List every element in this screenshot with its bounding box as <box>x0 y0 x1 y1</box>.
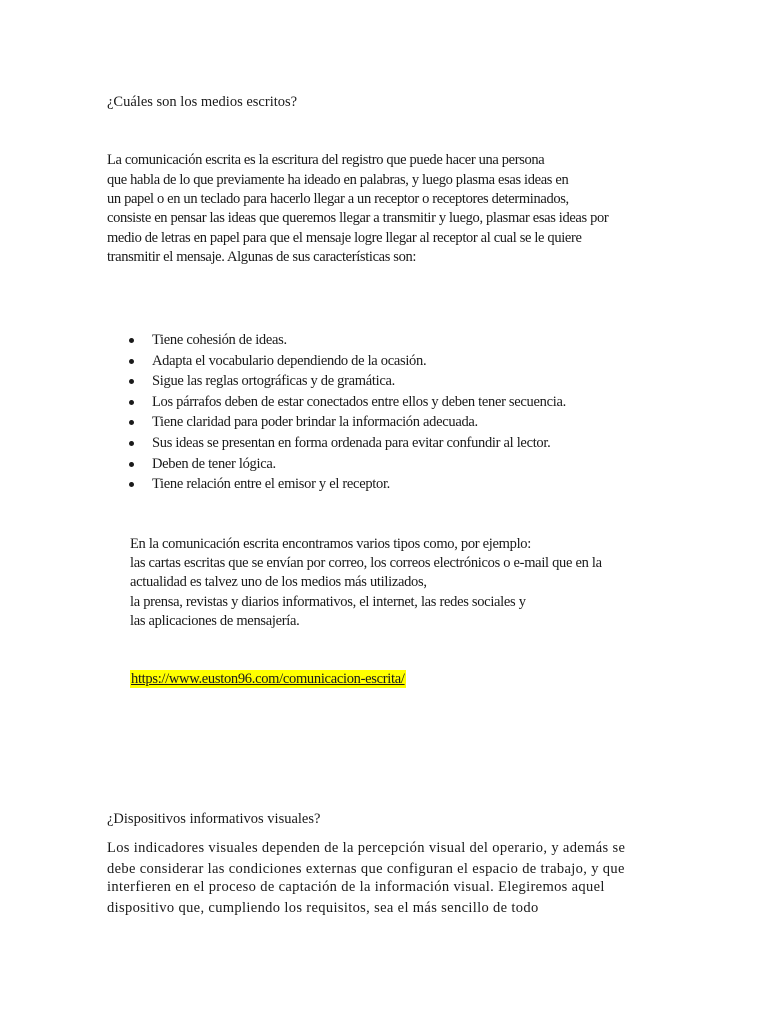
bullet-icon <box>129 441 134 446</box>
bullet-icon <box>129 379 134 384</box>
bullet-icon <box>129 462 134 467</box>
list-item-text: Los párrafos deben de estar conectados entre ellos y deben tener secuencia. <box>152 393 566 410</box>
list-item-text: Tiene relación entre el emisor y el receptor. <box>152 476 391 493</box>
paragraph-line: que habla de lo que previamente ha ideado en palabras, y luego plasma esas ideas en <box>107 172 569 188</box>
paragraph-line: las cartas escritas que se envían por correo, los correos electrónicos o e-mail que en la <box>130 555 602 571</box>
paragraph-line: medio de letras en papel para que el mensaje logre llegar al receptor al cual se le quiere <box>107 230 582 246</box>
paragraph-line: dispositivo que, cumpliendo los requisitos, sea el más sencillo de todo <box>107 900 539 916</box>
paragraph-line: la prensa, revistas y diarios informativos, el internet, las redes sociales y <box>130 594 526 610</box>
paragraph-line: un papel o en un teclado para hacerlo llegar a un receptor o receptores determinados, <box>107 191 569 207</box>
paragraph-line: las aplicaciones de mensajería. <box>130 613 300 629</box>
bullet-icon <box>129 400 134 405</box>
paragraph-line: transmitir el mensaje. Algunas de sus características son: <box>107 249 417 265</box>
list-item-text: Sigue las reglas ortográficas y de gramática. <box>152 373 395 390</box>
paragraph-line: actualidad es talvez uno de los medios más utilizados, <box>130 574 427 590</box>
bullet-icon <box>129 338 134 343</box>
list-item-text: Adapta el vocabulario dependiendo de la ocasión. <box>152 352 427 369</box>
bullet-icon <box>129 420 134 425</box>
list-item-text: Tiene claridad para poder brindar la información adecuada. <box>152 414 478 431</box>
list-item-text: Tiene cohesión de ideas. <box>152 332 287 348</box>
section-heading-visual-devices: ¿Dispositivos informativos visuales? <box>107 811 321 827</box>
bullet-icon <box>129 482 134 487</box>
paragraph-line: interfieren en el proceso de captación de la información visual. Elegiremos aquel <box>107 879 605 895</box>
paragraph-line: debe considerar las condiciones externas que configuran el espacio de trabajo, y que <box>107 861 625 877</box>
list-item-text: Sus ideas se presentan en forma ordenada para evitar confundir al lector. <box>152 434 551 451</box>
paragraph-line: Los indicadores visuales dependen de la percepción visual del operario, y además se <box>107 840 626 856</box>
source-link[interactable]: https://www.euston96.com/comunicacion-escrita/ <box>131 671 405 687</box>
paragraph-line: consiste en pensar las ideas que queremos llegar a transmitir y luego, plasmar esas ideas por <box>107 210 609 226</box>
list-item-text: Deben de tener lógica. <box>152 455 276 472</box>
section-heading-written-media: ¿Cuáles son los medios escritos? <box>107 94 298 110</box>
paragraph-line: En la comunicación escrita encontramos varios tipos como, por ejemplo: <box>130 536 531 552</box>
paragraph-line: La comunicación escrita es la escritura del registro que puede hacer una persona <box>107 152 545 168</box>
bullet-icon <box>129 359 134 364</box>
